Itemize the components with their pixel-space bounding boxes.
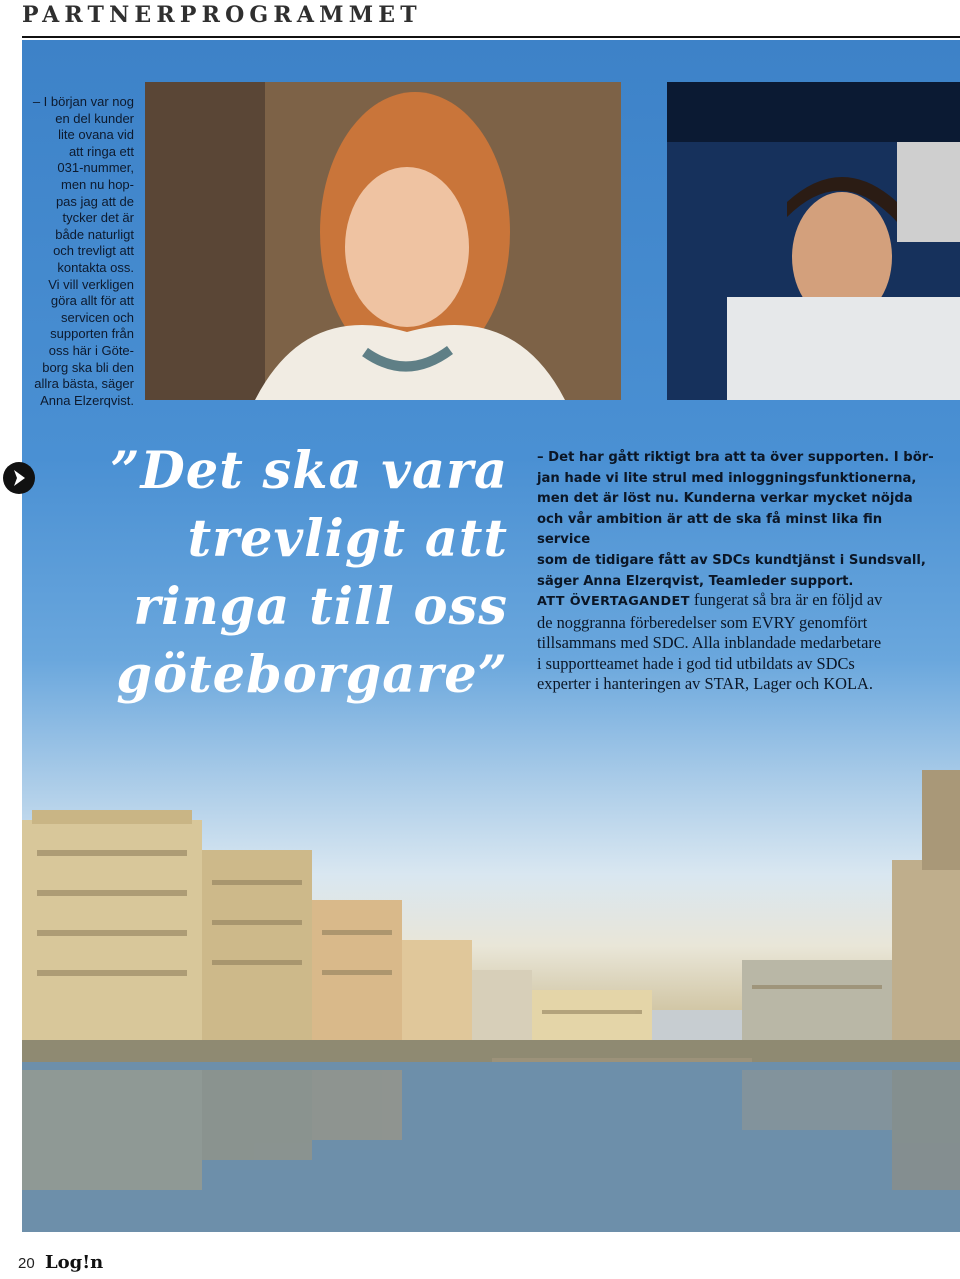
- quote-line: borg ska bli den: [42, 359, 134, 375]
- body-intro-line: säger Anna Elzerqvist, Teamleder support.: [537, 573, 854, 589]
- quote-line: supporten från: [50, 326, 134, 342]
- body-intro: [537, 448, 937, 592]
- city-skyline-image: [22, 740, 960, 1232]
- quote-line: Anna Elzerqvist.: [40, 392, 134, 408]
- quote-line: lite ovana vid: [58, 127, 134, 143]
- body-main-line: de noggranna förberedelser som EVRY genomfört: [537, 612, 868, 632]
- quote-line: både naturligt: [55, 226, 134, 242]
- body-intro-line: jan hade vi lite strul med inloggningsfunktionerna,: [537, 470, 917, 486]
- body-main-line: experter i hanteringen av STAR, Lager och KOLA.: [537, 674, 873, 694]
- pull-quote-line: göteborgare”: [116, 645, 508, 705]
- lead-in: ATT ÖVERTAGANDET: [537, 594, 690, 609]
- quote-line: men nu hop-: [61, 176, 134, 192]
- pull-quote-line: ”Det ska vara: [110, 441, 508, 501]
- quote-line: och trevligt att: [53, 243, 134, 259]
- pull-quote-line: trevligt att: [187, 509, 508, 569]
- pull-quote-line: ringa till oss: [133, 577, 508, 637]
- quote-line: en del kunder: [55, 110, 134, 126]
- page-number: 20: [18, 1255, 35, 1272]
- quote-line: Vi vill verkligen: [48, 276, 134, 292]
- magazine-logo: Log!n: [45, 1252, 104, 1273]
- quote-line: tycker det är: [62, 210, 134, 226]
- quote-line: att ringa ett: [68, 143, 134, 159]
- photo-woman: [145, 82, 621, 400]
- quote-line: allra bästa, säger: [34, 376, 134, 392]
- body-intro-line: men det är löst nu. Kunderna verkar mycket nöjda: [537, 491, 913, 507]
- body-main-line: [537, 590, 937, 613]
- quote-line: kontakta oss.: [57, 259, 134, 275]
- body-main-line: tillsammans med SDC. Alla inblandade medarbetare: [537, 633, 882, 653]
- man-at-computer-image: [667, 82, 960, 400]
- body-intro-line: och vår ambition är att de ska få minst lika fin service: [537, 511, 883, 548]
- photo-man: [667, 82, 960, 400]
- quote-line: oss här i Göte-: [48, 342, 134, 358]
- pull-quote: [90, 437, 508, 709]
- woman-portrait-image: [145, 82, 621, 400]
- quote-line: – I början var nog: [32, 94, 134, 109]
- quote-line: 031-nummer,: [57, 160, 134, 176]
- arrow-right-circle-icon: [2, 461, 36, 495]
- body-main-line-text: fungerat så bra är en följd av: [689, 590, 883, 609]
- body-main: [537, 590, 937, 695]
- body-intro-line: – Det har gått riktigt bra att ta över supporten. I bör-: [537, 450, 934, 465]
- header-title: PARTNERPROGRAMMET: [22, 2, 422, 28]
- quote-line: göra allt för att: [50, 293, 134, 309]
- quote-left: [30, 94, 134, 409]
- body-main-line: i supportteamet hade i god tid utbildats av SDCs: [537, 653, 855, 673]
- header-rule: [22, 36, 960, 38]
- quote-line: servicen och: [61, 309, 134, 325]
- quote-line: pas jag att de: [55, 193, 134, 209]
- body-intro-line: som de tidigare fått av SDCs kundtjänst i Sundsvall,: [537, 552, 926, 568]
